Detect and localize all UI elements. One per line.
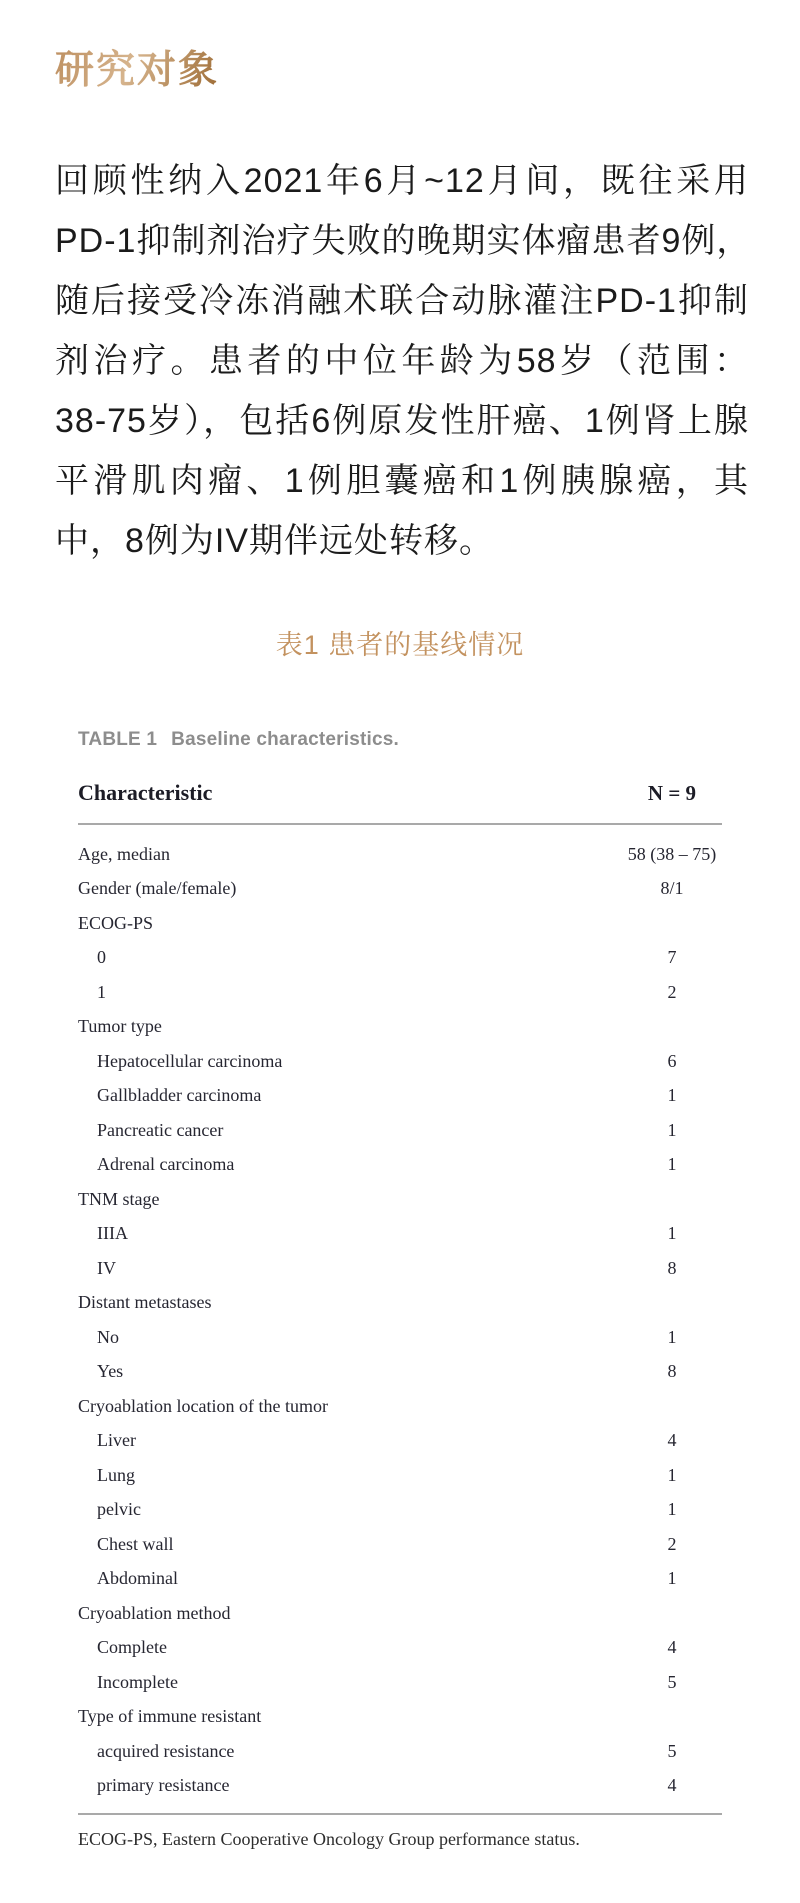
table-row [78, 1458, 722, 1493]
row-label: Tumor type [78, 1016, 162, 1037]
row-label: Incomplete [97, 1671, 178, 1692]
row-label: Gender (male/female) [78, 878, 237, 899]
row-label: primary resistance [97, 1775, 230, 1796]
row-label: pelvic [97, 1499, 141, 1520]
row-value: 5 [667, 1740, 677, 1761]
row-label: Abdominal [97, 1568, 178, 1589]
table-row [78, 1562, 722, 1597]
row-label: Pancreatic cancer [97, 1119, 224, 1140]
table-row [78, 837, 722, 872]
header-characteristic: Characteristic [78, 780, 213, 805]
paragraph-line: PD-1抑制剂治疗失败的晚期实体瘤患者9例， [55, 222, 752, 260]
row-label: Chest wall [97, 1533, 174, 1554]
row-value: 1 [667, 1223, 677, 1244]
row-value: 6 [667, 1050, 677, 1071]
row-label: Liver [97, 1430, 136, 1451]
row-value: 58 (38 – 75) [627, 843, 717, 864]
table-caption-cn: 表1 患者的基线情况 [275, 630, 525, 660]
row-value: 4 [667, 1430, 677, 1451]
table-caption-en [78, 728, 722, 752]
row-label: Adrenal carcinoma [97, 1154, 235, 1175]
table-row [78, 1079, 722, 1114]
baseline-table [78, 728, 722, 1850]
table-bottom-rule [78, 1813, 722, 1815]
page-title: 研究对象 [55, 44, 219, 96]
row-label: acquired resistance [97, 1740, 235, 1761]
row-value: 1 [667, 1499, 677, 1520]
row-label: IIIA [97, 1223, 128, 1244]
row-value: 2 [667, 1533, 677, 1554]
row-value: 2 [667, 981, 677, 1002]
paragraph-line: 中，8例为IV期伴远处转移。 [55, 522, 495, 560]
table-row [78, 1044, 722, 1079]
row-value: 1 [667, 1085, 677, 1106]
table-row [78, 906, 722, 941]
table-row [78, 941, 722, 976]
row-label: Gallbladder carcinoma [97, 1085, 262, 1106]
table-row [78, 1010, 722, 1045]
row-label: 1 [97, 981, 106, 1002]
table-row [78, 1320, 722, 1355]
row-label: ECOG-PS [78, 912, 154, 933]
row-label: Type of immune resistant [78, 1706, 262, 1727]
row-label: Hepatocellular carcinoma [97, 1050, 283, 1071]
row-label: Distant metastases [78, 1292, 212, 1313]
paragraph-line: 平滑肌肉瘤、1例胆囊癌和1例胰腺癌，其 [55, 462, 749, 500]
table-row [78, 1734, 722, 1769]
table-body [78, 825, 722, 1803]
table-row [78, 1182, 722, 1217]
row-label: Yes [97, 1361, 124, 1382]
paragraph-line: 随后接受冷冻消融术联合动脉灌注PD-1抑制 [55, 282, 749, 320]
table-row [78, 1596, 722, 1631]
row-label: No [97, 1326, 119, 1347]
row-value: 1 [667, 1326, 677, 1347]
header-n: N = 9 [647, 781, 697, 805]
table-caption-text: Baseline characteristics. [171, 729, 400, 750]
paragraph-line: 回顾性纳入2021年6月~12月间，既往采用 [55, 162, 749, 200]
table-header-row [78, 780, 722, 825]
paragraph-line: 38-75岁），包括6例原发性肝癌、1例肾上腺 [55, 402, 749, 440]
table-row [78, 1424, 722, 1459]
table-row [78, 1113, 722, 1148]
table-row [78, 975, 722, 1010]
row-value: 7 [667, 947, 677, 968]
paragraph [55, 151, 752, 571]
table-row [78, 872, 722, 907]
row-value: 4 [667, 1637, 677, 1658]
row-value: 8/1 [660, 878, 684, 899]
row-value: 1 [667, 1568, 677, 1589]
table-footnote: ECOG-PS, Eastern Cooperative Oncology Group performance status. [78, 1829, 580, 1849]
table-row [78, 1286, 722, 1321]
row-value: 5 [667, 1671, 677, 1692]
row-label: Complete [97, 1637, 167, 1658]
table-row [78, 1251, 722, 1286]
row-value: 1 [667, 1154, 677, 1175]
table-row [78, 1217, 722, 1252]
paragraph-line: 剂治疗。患者的中位年龄为58岁（范围： [55, 342, 749, 380]
table-row [78, 1527, 722, 1562]
row-label: Lung [97, 1464, 135, 1485]
row-label: Cryoablation method [78, 1602, 231, 1623]
table-row [78, 1631, 722, 1666]
table-row [78, 1389, 722, 1424]
table-row [78, 1665, 722, 1700]
row-label: Cryoablation location of the tumor [78, 1395, 328, 1416]
row-value: 4 [667, 1775, 677, 1796]
table-caption-label: TABLE 1 [78, 729, 158, 750]
row-value: 8 [667, 1257, 677, 1278]
table-row [78, 1355, 722, 1390]
row-label: TNM stage [78, 1188, 160, 1209]
row-label: Age, median [78, 843, 170, 864]
row-value: 1 [667, 1119, 677, 1140]
table-row [78, 1148, 722, 1183]
table-row [78, 1769, 722, 1804]
table-row [78, 1493, 722, 1528]
row-label: 0 [97, 947, 106, 968]
table-row [78, 1700, 722, 1735]
row-label: IV [97, 1257, 116, 1278]
row-value: 8 [667, 1361, 677, 1382]
row-value: 1 [667, 1464, 677, 1485]
